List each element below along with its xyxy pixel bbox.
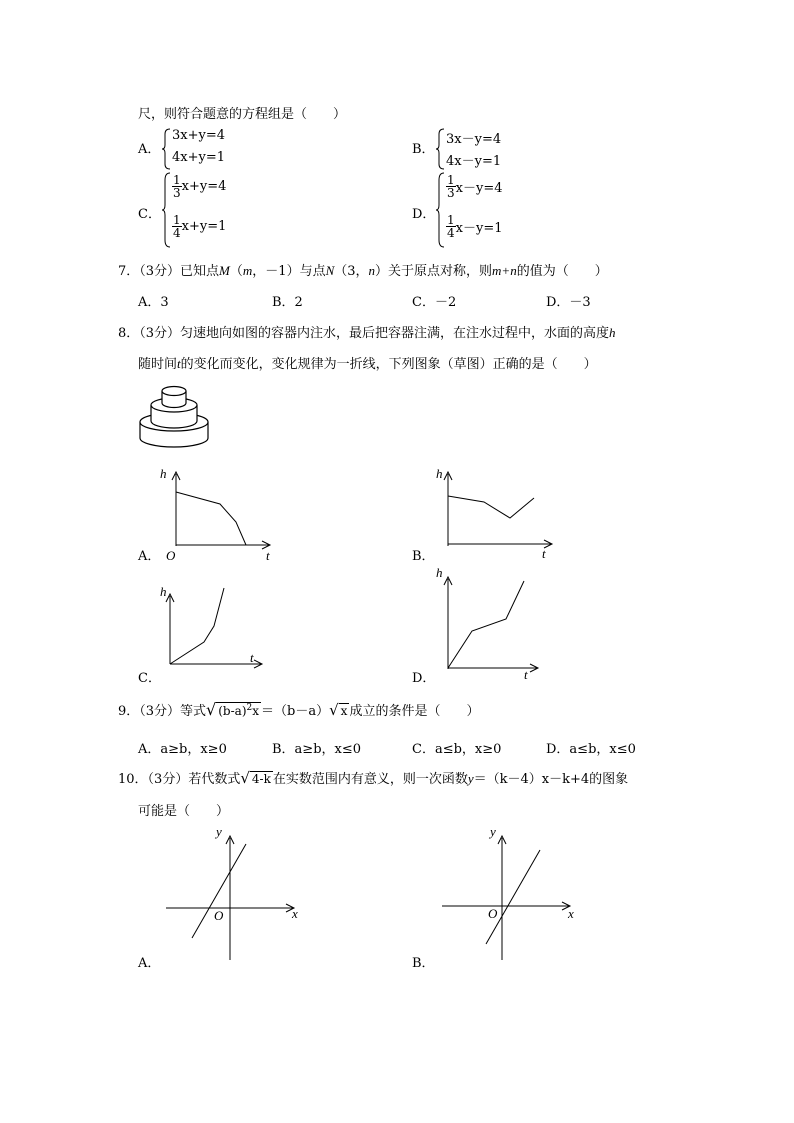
origin-label: O (166, 548, 176, 560)
axis-label-x: x (292, 906, 298, 921)
q10-graph-a[interactable] (160, 822, 310, 962)
q8-graph-d[interactable] (424, 565, 554, 680)
q7-option-b[interactable]: B．2 (272, 295, 303, 310)
q7-stem: 7．（3分）已知点M（m，－1）与点N（3，n）关于原点对称，则m+n的值为（ ） (118, 263, 608, 279)
axis-label-h: h (436, 466, 443, 481)
q9-option-d[interactable]: D．a≤b，x≤0 (546, 742, 636, 757)
axis-label-x: x (568, 906, 574, 921)
axis-label-t: t (524, 667, 528, 680)
q6-d-eq1: $\frac{1}{3}$ x－y=4 (447, 173, 503, 200)
sqrt-icon: √ (240, 769, 250, 787)
axis-label-y: y (490, 824, 496, 839)
q8-option-b-label[interactable]: B． (412, 549, 435, 564)
sqrt-icon: √ (206, 700, 217, 719)
q6-d-eq2: $\frac{1}{4}$ x－y=1 (447, 213, 503, 240)
brace-icon (436, 172, 446, 248)
q9-radicand: $(b-a)^2x$ (218, 703, 260, 718)
q6-option-b-system (436, 128, 526, 170)
q6-b-eq1: 3x－y=4 (446, 132, 502, 147)
graph-line (448, 581, 524, 668)
q8-option-c-label[interactable]: C． (138, 671, 161, 686)
axis-label-y: y (216, 824, 222, 839)
q10-graph-b[interactable] (436, 822, 586, 962)
axis-label-t: t (266, 548, 270, 560)
graph-line (170, 588, 224, 664)
q6-option-c-system (162, 172, 252, 248)
q9-stem: 9．（3分）等式√ $(b-a)^2x =(b-a)√$ x 成立的条件是（ ） (118, 700, 480, 719)
q6-c-eq1: $\frac{1}{3}$ x+y=4 (173, 173, 227, 200)
brace-icon (436, 128, 446, 170)
fraction: $\frac{1}{4}$ (447, 213, 455, 240)
q9-option-a[interactable]: A．a≥b，x≥0 (138, 742, 227, 757)
fraction: $\frac{1}{4}$ (173, 213, 181, 240)
q8-graph-c[interactable] (150, 578, 280, 678)
q10-option-b-label[interactable]: B． (412, 956, 435, 971)
q8-stem-line1: 8．（3分）匀速地向如图的容器内注水，最后把容器注满，在注水过程中，水面的高度h (118, 325, 616, 341)
q8-graph-b[interactable] (424, 460, 564, 560)
q6-a-eq1: 3x+y=4 (172, 128, 226, 143)
q6-a-eq2: 4x+y=1 (172, 150, 226, 165)
q7-option-d[interactable]: D．－3 (546, 295, 591, 310)
axis-label-h: h (160, 466, 167, 481)
origin-label: O (214, 908, 224, 923)
q6-option-b-label: B． (412, 142, 435, 157)
q6-option-a-label: A． (138, 142, 161, 157)
q8-option-a-label[interactable]: A． (138, 549, 161, 564)
axis-label-h: h (436, 565, 443, 580)
q6-c-eq2: $\frac{1}{4}$ x+y=1 (173, 213, 227, 240)
q10-option-a-label[interactable]: A． (138, 956, 161, 971)
function-line (486, 850, 540, 944)
graph-line (448, 496, 534, 518)
q6-stem: 尺，则符合题意的方程组是（ ） (138, 107, 347, 122)
q10-stem-line2: 可能是（ ） (138, 804, 230, 819)
axis-label-t: t (542, 546, 546, 560)
fraction: $\frac{1}{3}$ (173, 173, 181, 200)
brace-icon (162, 172, 172, 248)
q6-option-c-label: C． (138, 207, 161, 222)
graph-line (176, 492, 246, 545)
q10-stem-line1: 10．（3分）若代数式√ 4-k 在实数范围内有意义，则一次函数y＝（k－4）x－k+4的图象 (118, 769, 629, 787)
container-figure (136, 380, 212, 452)
q6-option-d-label: D． (412, 207, 436, 222)
q6-option-a-system (162, 128, 252, 170)
axis-label-t: t (250, 650, 254, 665)
q6-b-eq2: 4x－y=1 (446, 154, 502, 169)
q8-option-d-label[interactable]: D． (412, 671, 436, 686)
function-line (192, 844, 246, 938)
q8-graph-a[interactable] (150, 460, 290, 560)
q7-option-a[interactable]: A．3 (138, 295, 169, 310)
brace-icon (162, 128, 172, 170)
q9-option-c[interactable]: C．a≤b，x≥0 (412, 742, 502, 757)
axis-label-h: h (160, 584, 167, 599)
fraction: $\frac{1}{3}$ (447, 173, 455, 200)
q9-option-b[interactable]: B．a≥b，x≤0 (272, 742, 362, 757)
origin-label: O (488, 906, 498, 921)
q9-radicand-x: x (340, 704, 348, 718)
q6-option-d-system (436, 172, 526, 248)
q10-radicand: 4-k (251, 772, 271, 786)
q7-option-c[interactable]: C．－2 (412, 295, 457, 310)
sqrt-icon: √ (329, 701, 339, 719)
q8-stem-line2: 随时间t的变化而变化，变化规律为一折线，下列图象（草图）正确的是（ ） (138, 356, 597, 372)
